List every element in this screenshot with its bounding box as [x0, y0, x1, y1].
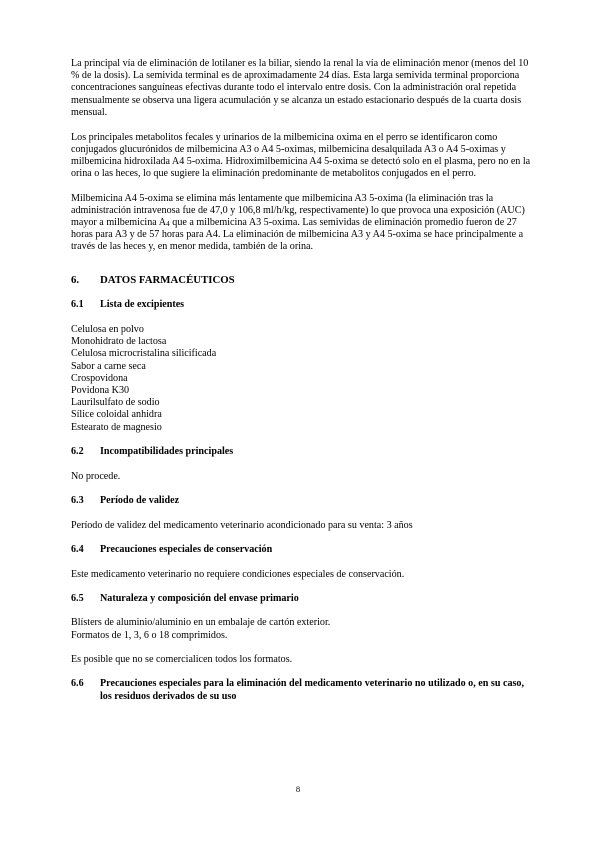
section-6-heading	[71, 274, 531, 286]
section-6-2-number: 6.2	[71, 445, 84, 457]
list-item: Celulosa microcristalina silicificada	[71, 348, 217, 360]
section-6-5-title: Naturaleza y composición del envase primario	[100, 592, 299, 604]
page-number: 8	[295, 784, 301, 794]
section-6-2-title: Incompatibilidades principales	[100, 445, 234, 457]
section-6-3-number: 6.3	[71, 494, 84, 506]
list-item: Laurilsulfato de sodio	[71, 397, 160, 409]
section-6-4-heading	[71, 544, 531, 556]
section-6-4-number: 6.4	[71, 543, 84, 555]
list-item: Povidona K30	[71, 384, 130, 396]
section-6-6-number: 6.6	[71, 678, 84, 690]
section-6-2-heading	[71, 446, 531, 458]
section-6-1-title: Lista de excipientes	[100, 299, 185, 311]
list-item: Monohidrato de lactosa	[71, 336, 167, 348]
section-6-number: 6.	[71, 273, 80, 286]
list-item: Crospovidona	[71, 372, 128, 384]
section-6-2-text: No procede.	[71, 470, 121, 482]
paragraph-milbemycin-elimination	[71, 193, 531, 254]
section-6-5-note: Es posible que no se comercialicen todos los formatos.	[71, 654, 293, 666]
excipients-list	[71, 324, 531, 434]
list-item: Celulosa en polvo	[71, 323, 144, 335]
paragraph-milbemycin-metabolites: Los principales metabolitos fecales y urinarios de la milbemicina oxima en el perro se identificaron como conjugados glucurónidos de milbemicina A3 o A4 5-oximas, milbemicina desalquilada A3 o A4 5-oximas y milbemicina hidroxilada A4 5-oxima. Hidroximilbemicina A4 5-oxima se detectó solo en el plasma, pero no en la orina o las heces, lo que sugiere la eliminación predominante de metabolitos conjugados en el perro.	[71, 131, 531, 180]
section-6-3-title: Período de validez	[100, 494, 180, 506]
section-6-title: DATOS FARMACÉUTICOS	[100, 273, 235, 286]
section-6-4-title: Precauciones especiales de conservación	[100, 543, 273, 555]
list-item: Sílice coloidal anhidra	[71, 409, 162, 421]
formats-line: Formatos de 1, 3, 6 o 18 comprimidos.	[71, 629, 228, 641]
packaging-line: Blísters de aluminio/aluminio en un embalaje de cartón exterior.	[71, 617, 331, 629]
section-6-1-heading	[71, 299, 531, 311]
list-item: Estearato de magnesio	[71, 421, 162, 433]
paragraph-milbemycin-elimination-part2: que a milbemicina A3 5-oxima. Las semividas de eliminación promedio fueron de 27 horas para A3 y de 57 horas para A4. La eliminación de milbemicina A3 y A4 5-oxima se hace principalmente a través de las heces y, en menor medida, también de la orina.	[71, 217, 524, 253]
list-item: Sabor a carne seca	[71, 360, 146, 372]
section-6-5-text	[71, 617, 531, 641]
document-page	[71, 58, 531, 715]
paragraph-lotilaner-elimination: La principal vía de eliminación de lotilaner es la biliar, siendo la renal la vía de eliminación menor (menos del 10 % de la dosis). La semivida terminal es de aproximadamente 24 días. Esta larga semivida terminal proporciona concentraciones sanguíneas efectivas durante todo el intervalo entre dosis. Con la administración oral repetida mensualmente se observa una ligera acumulación y se alcanza un estado estacionario después de la cuarta dosis mensual.	[71, 58, 529, 118]
section-6-4-text: Este medicamento veterinario no requiere condiciones especiales de conservación.	[71, 568, 405, 580]
paragraph-milbemycin-elimination-part1: Milbemicina A4 5-oxima se elimina más lentamente que milbemicina A3 5-oxima (la eliminación tras la administración intravenosa fue de 47,0 y 106,8 ml/h/kg, respectivamente) lo que provoca una exposición (AUC) mayor a milbemicina A	[71, 192, 525, 229]
section-6-3-text: Período de validez del medicamento veterinario acondicionado para su venta: 3 años	[71, 519, 413, 531]
subscript-4: 4	[166, 219, 170, 229]
section-6-6-heading	[71, 678, 531, 702]
section-6-5-heading	[71, 593, 531, 605]
section-6-6-title: Precauciones especiales para la eliminación del medicamento veterinario no utilizado o, en su caso, los residuos derivados de su uso	[100, 678, 524, 702]
section-6-5-number: 6.5	[71, 592, 84, 604]
section-6-3-heading	[71, 495, 531, 507]
section-6-1-number: 6.1	[71, 299, 84, 311]
